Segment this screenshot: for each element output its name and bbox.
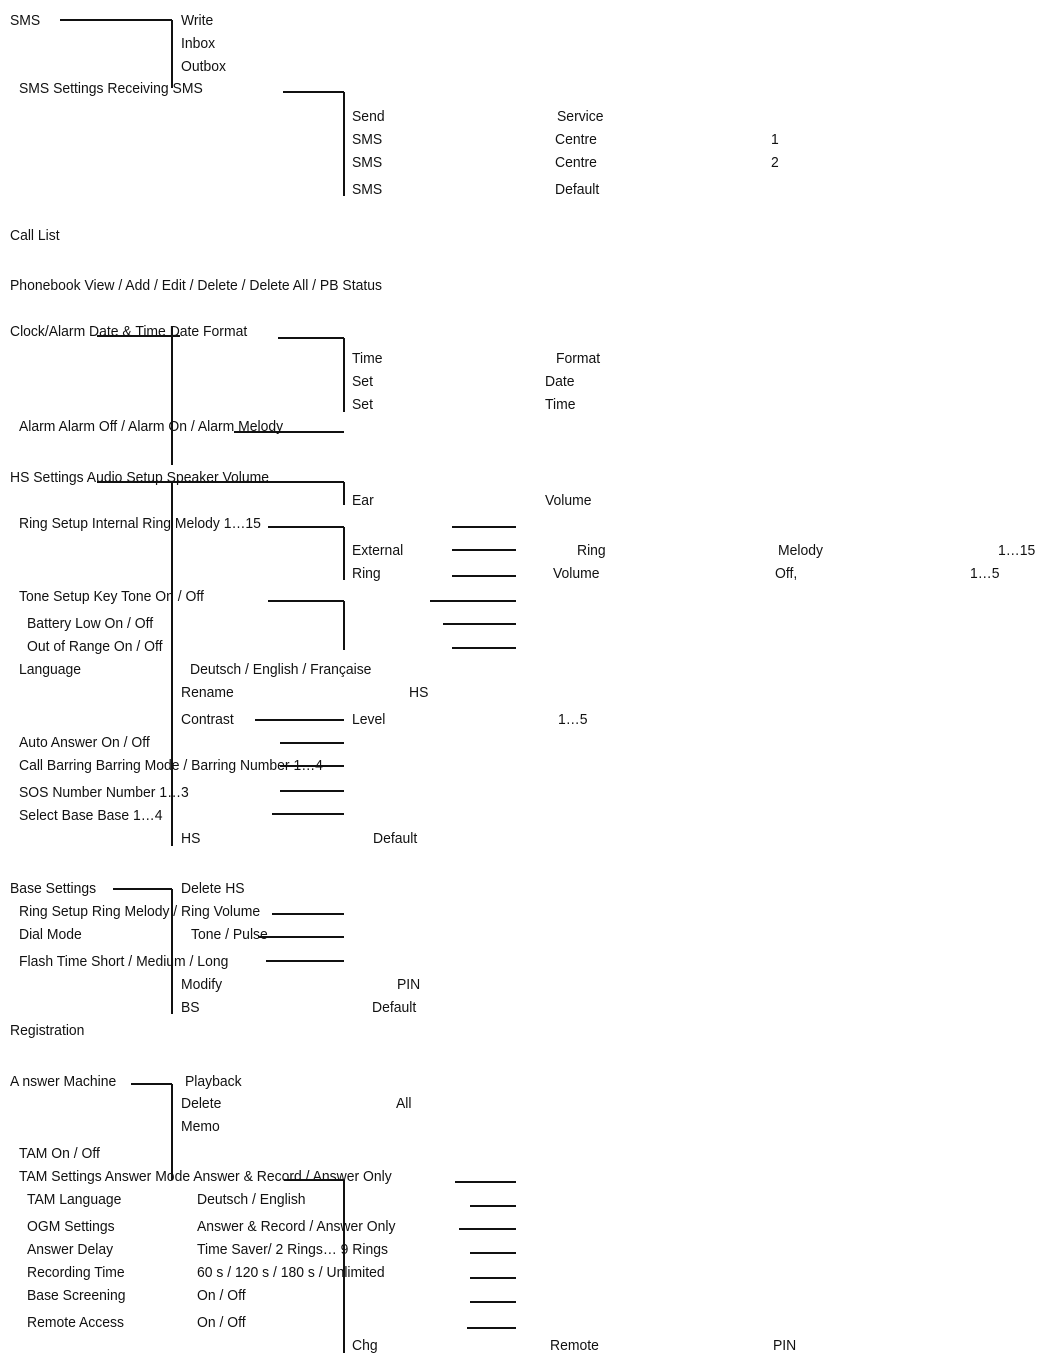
tam-chg-label: Chg bbox=[352, 1337, 378, 1354]
hs-rename-hs-label: HS bbox=[409, 684, 429, 701]
tam-delete-label: Delete bbox=[181, 1095, 222, 1112]
tam-language-options: Deutsch / English bbox=[197, 1191, 306, 1208]
hs-header-label: HS Settings Audio Setup Speaker Volume bbox=[10, 469, 270, 486]
base-modify-label: Modify bbox=[181, 976, 223, 993]
base-delete-hs-label: Delete HS bbox=[181, 880, 245, 897]
hs-auto-answer-label: Auto Answer On / Off bbox=[19, 734, 150, 751]
clock-time-label: Time bbox=[352, 350, 383, 367]
tam-ogm-options: Answer & Record / Answer Only bbox=[197, 1218, 396, 1235]
sms-outbox-label: Outbox bbox=[181, 58, 226, 75]
hs-melody-label: Melody bbox=[778, 542, 823, 559]
sms-centre1-label: Centre bbox=[555, 131, 597, 148]
hs-ring-label: Ring bbox=[352, 565, 381, 582]
sms-menu-label: SMS bbox=[10, 12, 41, 29]
hs-off-label: Off, bbox=[775, 565, 798, 582]
tam-playback-label: Playback bbox=[185, 1073, 242, 1090]
hs-level-range: 1…5 bbox=[558, 711, 588, 728]
base-pin-label: PIN bbox=[397, 976, 421, 993]
clock-set-date-label: Date bbox=[545, 373, 575, 390]
tam-language-label: TAM Language bbox=[27, 1191, 122, 1208]
sms-centre1-number: 1 bbox=[771, 131, 779, 148]
sms-default-label: Default bbox=[555, 181, 600, 198]
hs-external-label: External bbox=[352, 542, 404, 559]
hs-tone-setup-label: Tone Setup Key Tone On / Off bbox=[19, 588, 204, 605]
hs-contrast-label: Contrast bbox=[181, 711, 234, 728]
tam-base-screening-label: Base Screening bbox=[27, 1287, 126, 1304]
base-default-label: Default bbox=[372, 999, 417, 1016]
tam-remote-access-options: On / Off bbox=[197, 1314, 246, 1331]
base-header-label: Base Settings bbox=[10, 880, 97, 897]
hs-ext-ring-label: Ring bbox=[577, 542, 606, 559]
tam-ogm-label: OGM Settings bbox=[27, 1218, 115, 1235]
clock-set-date-set: Set bbox=[352, 373, 373, 390]
sms-send-label: Send bbox=[352, 108, 385, 125]
hs-melody-range: 1…15 bbox=[998, 542, 1036, 559]
tam-remote-label: Remote bbox=[550, 1337, 599, 1354]
tam-recording-time-options: 60 s / 120 s / 180 s / Unlimited bbox=[197, 1264, 385, 1281]
base-dial-mode-label: Dial Mode bbox=[19, 926, 82, 943]
tam-remote-access-label: Remote Access bbox=[27, 1314, 124, 1331]
tam-memo-label: Memo bbox=[181, 1118, 220, 1135]
sms-centre2-number: 2 bbox=[771, 154, 779, 171]
clock-set-time-label: Time bbox=[545, 396, 576, 413]
hs-language-label: Language bbox=[19, 661, 82, 678]
base-dial-options: Tone / Pulse bbox=[191, 926, 268, 943]
base-bs-label: BS bbox=[181, 999, 200, 1016]
sms-centre2-label: Centre bbox=[555, 154, 597, 171]
sms-default-sms: SMS bbox=[352, 181, 383, 198]
clock-header-label: Clock/Alarm Date & Time Date Format bbox=[10, 323, 248, 340]
hs-ring-volume-label: Volume bbox=[553, 565, 600, 582]
hs-ring-setup-label: Ring Setup Internal Ring Melody 1…15 bbox=[19, 515, 261, 532]
hs-volume-label: Volume bbox=[545, 492, 592, 509]
sms-centre2-sms: SMS bbox=[352, 154, 383, 171]
alarm-label: Alarm Alarm Off / Alarm On / Alarm Melody bbox=[19, 418, 284, 435]
registration-label: Registration bbox=[10, 1022, 85, 1039]
tam-settings-label: TAM Settings Answer Mode Answer & Record / Answer Only bbox=[19, 1168, 392, 1185]
hs-level-label: Level bbox=[352, 711, 386, 728]
tam-base-screening-options: On / Off bbox=[197, 1287, 246, 1304]
tam-delete-all-label: All bbox=[396, 1095, 412, 1112]
hs-battery-low-label: Battery Low On / Off bbox=[27, 615, 154, 632]
call-list-label: Call List bbox=[10, 227, 60, 244]
base-flash-time-label: Flash Time Short / Medium / Long bbox=[19, 953, 229, 970]
base-ring-setup-label: Ring Setup Ring Melody / Ring Volume bbox=[19, 903, 261, 920]
sms-settings-label: SMS Settings Receiving SMS bbox=[19, 80, 203, 97]
sms-service-label: Service bbox=[557, 108, 604, 125]
hs-default-hs-label: HS bbox=[181, 830, 201, 847]
hs-volume-range: 1…5 bbox=[970, 565, 1000, 582]
tam-recording-time-label: Recording Time bbox=[27, 1264, 125, 1281]
sms-centre1-sms: SMS bbox=[352, 131, 383, 148]
tam-answer-delay-options: Time Saver/ 2 Rings… 9 Rings bbox=[197, 1241, 388, 1258]
hs-default-label: Default bbox=[373, 830, 418, 847]
hs-rename-label: Rename bbox=[181, 684, 234, 701]
hs-sos-number-label: SOS Number Number 1…3 bbox=[19, 784, 189, 801]
hs-ear-label: Ear bbox=[352, 492, 374, 509]
sms-inbox-label: Inbox bbox=[181, 35, 216, 52]
phonebook-label: Phonebook View / Add / Edit / Delete / Delete All / PB Status bbox=[10, 277, 382, 294]
tam-pin-label: PIN bbox=[773, 1337, 797, 1354]
hs-select-base-label: Select Base Base 1…4 bbox=[19, 807, 163, 824]
sms-write-label: Write bbox=[181, 12, 214, 29]
clock-set-time-set: Set bbox=[352, 396, 373, 413]
tam-header-label: A nswer Machine bbox=[10, 1073, 117, 1090]
hs-out-of-range-label: Out of Range On / Off bbox=[27, 638, 163, 655]
tam-answer-delay-label: Answer Delay bbox=[27, 1241, 114, 1258]
hs-call-barring-label: Call Barring Barring Mode / Barring Number 1…4 bbox=[19, 757, 323, 774]
clock-format-label: Format bbox=[556, 350, 601, 367]
hs-language-options: Deutsch / English / Française bbox=[190, 661, 372, 678]
tam-on-off-label: TAM On / Off bbox=[19, 1145, 100, 1162]
